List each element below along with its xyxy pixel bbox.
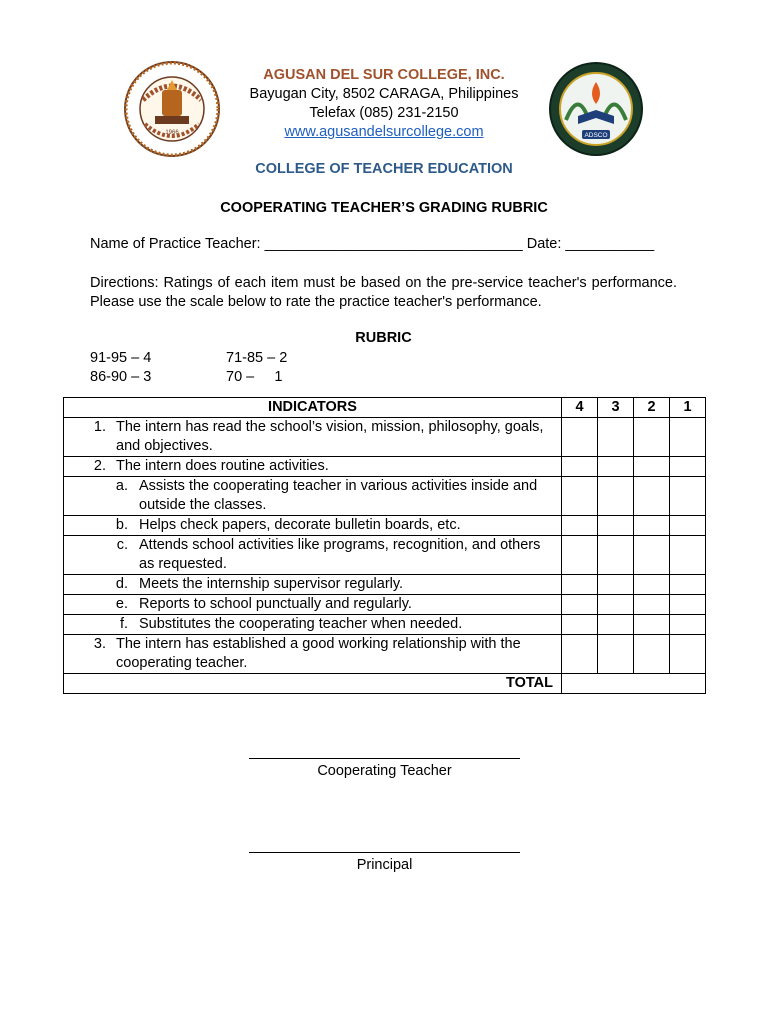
- principal-signature-line: [249, 852, 520, 853]
- score-cell[interactable]: [670, 615, 706, 635]
- score-cell[interactable]: [598, 635, 634, 674]
- table-row: [64, 457, 706, 477]
- row-text: Attends school activities like programs, recognition, and others as requested.: [139, 537, 541, 572]
- score-2-header: 2: [634, 398, 670, 418]
- department-name: COLLEGE OF TEACHER EDUCATION: [255, 161, 513, 177]
- row-letter: f.: [119, 616, 128, 632]
- score-cell[interactable]: [670, 635, 706, 674]
- score-cell[interactable]: [634, 536, 670, 575]
- score-cell[interactable]: [670, 457, 706, 477]
- row-number: 3.: [93, 636, 106, 652]
- score-cell[interactable]: [634, 516, 670, 536]
- score-4-header: 4: [562, 398, 598, 418]
- score-cell[interactable]: [562, 457, 598, 477]
- scale-item: 70 – 1: [226, 369, 283, 385]
- score-cell[interactable]: [634, 575, 670, 595]
- score-cell[interactable]: [634, 595, 670, 615]
- score-cell[interactable]: [670, 418, 706, 457]
- score-cell[interactable]: [562, 635, 598, 674]
- college-telefax: Telefax (085) 231-2150: [309, 105, 459, 121]
- college-address: Bayugan City, 8502 CARAGA, Philippines: [249, 86, 519, 102]
- score-cell[interactable]: [670, 575, 706, 595]
- row-letter: a.: [115, 478, 128, 494]
- score-cell[interactable]: [562, 536, 598, 575]
- table-row: [64, 536, 706, 575]
- row-number: 1.: [93, 419, 106, 435]
- score-cell[interactable]: [598, 536, 634, 575]
- svg-text:ADSCO: ADSCO: [584, 132, 608, 139]
- total-row: [64, 674, 706, 694]
- college-website-link[interactable]: www.agusandelsurcollege.com: [284, 124, 484, 140]
- row-text: Reports to school punctually and regularly.: [139, 596, 412, 612]
- score-cell[interactable]: [670, 595, 706, 615]
- name-label: Name of Practice Teacher:: [90, 236, 261, 252]
- total-label: TOTAL: [64, 674, 562, 694]
- name-blank: ________________________________: [264, 236, 523, 252]
- score-cell[interactable]: [562, 477, 598, 516]
- table-row: [64, 595, 706, 615]
- row-text: The intern has read the school’s vision, mission, philosophy, goals, and objectives.: [116, 419, 544, 454]
- score-cell[interactable]: [634, 418, 670, 457]
- scale-item: 71-85 – 2: [226, 350, 288, 366]
- score-cell[interactable]: [598, 477, 634, 516]
- row-text: The intern has established a good working relationship with the cooperating teacher.: [116, 636, 521, 671]
- svg-text:1966: 1966: [165, 130, 179, 136]
- date-label: Date:: [526, 236, 562, 252]
- table-row: [64, 615, 706, 635]
- table-row: [64, 575, 706, 595]
- scale-item: 91-95 – 4: [90, 350, 152, 366]
- score-cell[interactable]: [598, 575, 634, 595]
- score-cell[interactable]: [598, 457, 634, 477]
- cooperating-teacher-signature-line: [249, 758, 520, 759]
- score-cell[interactable]: [598, 615, 634, 635]
- table-header-row: [64, 398, 706, 418]
- table-row: [64, 635, 706, 674]
- row-text: Meets the internship supervisor regularly.: [139, 576, 404, 592]
- score-cell[interactable]: [634, 477, 670, 516]
- score-cell[interactable]: [634, 457, 670, 477]
- total-score-cell[interactable]: [562, 674, 706, 694]
- score-cell[interactable]: [670, 477, 706, 516]
- principal-label: Principal: [356, 857, 413, 873]
- table-row: [64, 477, 706, 516]
- score-cell[interactable]: [562, 418, 598, 457]
- indicators-header: INDICATORS: [64, 398, 562, 418]
- table-row: [64, 418, 706, 457]
- college-name: AGUSAN DEL SUR COLLEGE, INC.: [263, 67, 505, 83]
- row-letter: e.: [115, 596, 128, 612]
- score-cell[interactable]: [562, 595, 598, 615]
- rubric-heading: RUBRIC: [355, 330, 412, 346]
- row-text: The intern does routine activities.: [116, 458, 329, 474]
- score-cell[interactable]: [598, 595, 634, 615]
- score-cell[interactable]: [670, 536, 706, 575]
- scale-item: 86-90 – 3: [90, 369, 152, 385]
- score-cell[interactable]: [598, 516, 634, 536]
- row-letter: d.: [115, 576, 128, 592]
- document-title: COOPERATING TEACHER’S GRADING RUBRIC: [220, 200, 548, 216]
- score-cell[interactable]: [562, 575, 598, 595]
- score-cell[interactable]: [670, 516, 706, 536]
- score-cell[interactable]: [634, 615, 670, 635]
- score-3-header: 3: [598, 398, 634, 418]
- cooperating-teacher-label: Cooperating Teacher: [317, 763, 452, 779]
- row-number: 2.: [93, 458, 106, 474]
- score-1-header: 1: [670, 398, 706, 418]
- score-cell[interactable]: [562, 516, 598, 536]
- row-text: Helps check papers, decorate bulletin boards, etc.: [139, 517, 461, 533]
- score-cell[interactable]: [598, 418, 634, 457]
- table-row: [64, 516, 706, 536]
- row-text: Assists the cooperating teacher in various activities inside and outside the classes.: [139, 478, 538, 513]
- row-letter: b.: [115, 517, 128, 533]
- date-blank: ___________: [565, 236, 655, 252]
- rubric-table: [63, 397, 706, 694]
- directions-text: Directions: Ratings of each item must be based on the pre-service teacher's performance. Please use the scale below to rate the practice teacher's performance.: [90, 275, 677, 310]
- score-cell[interactable]: [562, 615, 598, 635]
- score-cell[interactable]: [634, 635, 670, 674]
- row-letter: c.: [116, 537, 128, 553]
- row-text: Substitutes the cooperating teacher when needed.: [139, 616, 463, 632]
- name-date-line: [90, 236, 654, 252]
